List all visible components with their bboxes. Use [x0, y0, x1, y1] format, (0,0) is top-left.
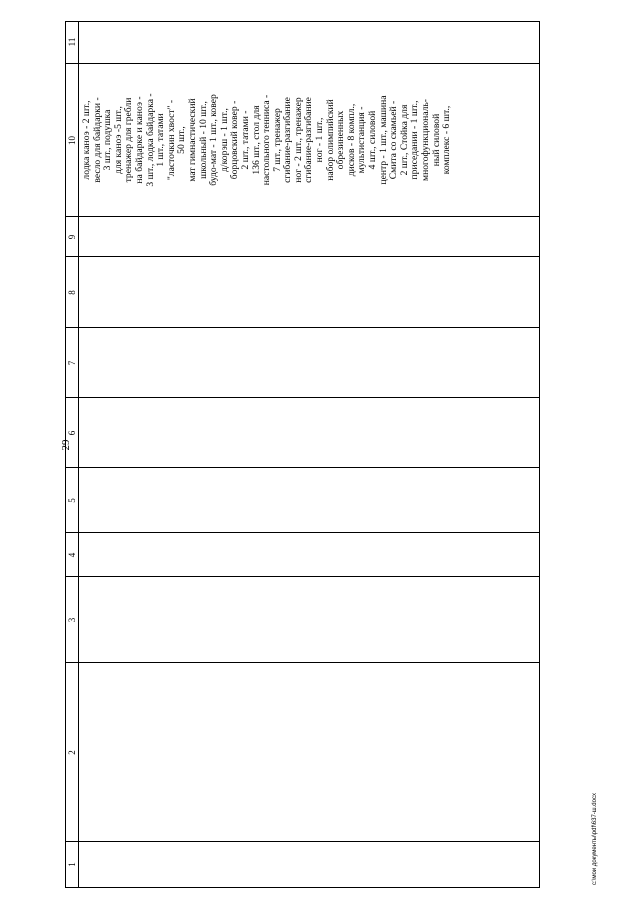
equipment-line: многофункциональ- — [420, 99, 431, 181]
equipment-line: 7 шт., тренажер — [271, 108, 283, 172]
equipment-line: 2 шт., татами - — [239, 110, 251, 170]
equipment-line: ный силовой — [430, 113, 442, 167]
column-header-9: 9 — [67, 234, 77, 240]
equipment-line: набор олимпийский — [324, 99, 336, 181]
column-divider — [66, 467, 539, 468]
equipment-line: школьный - 10 шт., — [197, 101, 209, 179]
equipment-line: комплекс - 6 шт., — [441, 105, 453, 175]
equipment-line: Смита со скамьей - — [388, 100, 400, 180]
column-divider — [66, 841, 539, 842]
column-header-4: 4 — [67, 552, 77, 558]
column-header-10: 10 — [67, 136, 77, 145]
column-header-1: 1 — [67, 862, 77, 867]
equipment-line: 1 шт., татами — [155, 113, 167, 167]
equipment-line: 4 шт., силовой — [367, 110, 379, 170]
page-number: 29 — [60, 439, 72, 451]
column-divider — [66, 397, 539, 398]
equipment-line: на байдарке и каноэ - — [133, 96, 145, 184]
column-divider — [66, 576, 539, 577]
equipment-line: д/корэш - 1 шт., — [218, 108, 230, 172]
equipment-line: 3 шт., подушка — [102, 109, 114, 171]
equipment-line: тренажер для гребли — [123, 97, 135, 183]
column-header-7: 7 — [67, 360, 77, 366]
column-divider — [66, 327, 539, 328]
column-header-6: 6 — [67, 430, 77, 436]
equipment-line: сгибание-разгибание — [303, 97, 315, 183]
equipment-line: мультистанция - — [356, 106, 368, 174]
equipment-line: будо-мат - 1 шт., ковер — [208, 94, 220, 186]
column-divider — [66, 216, 539, 217]
equipment-line: центр - 1 шт., машина — [377, 95, 389, 185]
equipment-line: мат гимнастический — [186, 98, 198, 182]
column-header-2: 2 — [67, 750, 77, 755]
column-divider — [66, 256, 539, 257]
equipment-line: ног - 2 шт., тренажер — [292, 97, 304, 183]
column-header-8: 8 — [67, 290, 77, 295]
equipment-table — [65, 21, 540, 888]
equipment-line: лодка каноэ - 2 шт., — [81, 100, 92, 180]
equipment-line: борцовский ковер - — [229, 100, 241, 180]
column-divider — [66, 662, 539, 663]
footer-file-path: c:\мои документы\pdf\637-ш.docx — [592, 793, 598, 885]
column-divider — [66, 532, 539, 533]
equipment-line: обрезиненных — [335, 110, 347, 170]
equipment-line: 50 шт., — [176, 126, 188, 154]
equipment-line: настольного тенниса - — [261, 94, 273, 186]
equipment-line: "ласточкин хвост" - — [165, 99, 177, 181]
equipment-line: сгибание-разгибание — [282, 97, 294, 183]
equipment-line: 136 шт., стол для — [250, 105, 262, 175]
equipment-line: дисков - 8 компл., — [345, 103, 357, 177]
column-header-11: 11 — [67, 37, 77, 47]
equipment-list-cell — [82, 65, 453, 215]
equipment-line: для каноэ -5 шт., — [112, 106, 124, 174]
equipment-line: ног - 1 шт., — [314, 117, 326, 163]
equipment-line: 3 шт., лодка байдарка - — [144, 93, 156, 187]
column-header-3: 3 — [67, 617, 77, 623]
column-divider — [66, 63, 539, 64]
equipment-line: весло для байдарки - — [91, 97, 103, 183]
equipment-line: приседании - 1 шт., — [409, 100, 421, 180]
column-header-5: 5 — [67, 498, 77, 503]
equipment-line: 2 шт., Стойка для — [398, 104, 410, 176]
